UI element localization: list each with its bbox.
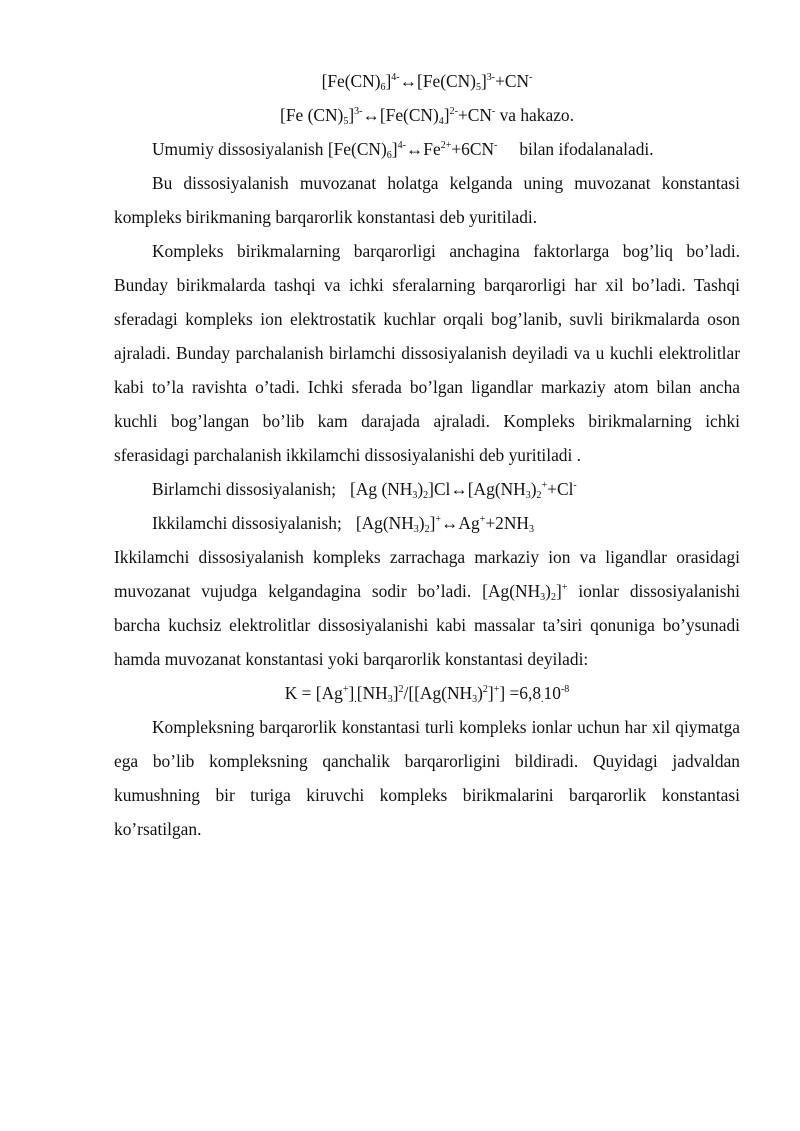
equation-2: [Fe $(CN)_5]^{3-}\leftrightarrow[Fe(CN)_4]^{2-}+CN^-$ va hakazo.: [280, 105, 574, 127]
paragraph-equilibrium: Bu dissosiyalanish muvozanat holatga kelganda uning muvozanat konstantasi kompleks birikmaning barqarorlik konstantasi deb yuritiladi.: [114, 173, 740, 227]
paragraph-stability: Kompleks birikmalarning barqarorligi anchagina faktorlarga bog’liq bo’ladi. Bunday birikmalarda tashqi va ichki sferalarning barqarorligi har xil bo’ladi. Tashqi sferadagi kompleks ion elektrostatik kuchlar orqali bog’lanib, suvli birikmalarda oson ajraladi. Bunday parchalanish birlamchi dissosiyalanish deyiladi va u kuchli elektrolitlar kabi to’la ravishta o’tadi. Ichki sferada bo’lgan ligandlar markaziy atom bilan ancha kuchli bog’langan bo’lib kam darajada ajraladi. Kompleks birikmalarning ichki sferasidagi parchalanish ikkilamchi dissosiyalanishi deb yuritiladi .: [114, 241, 740, 465]
equation-1: $[Fe(CN)_6]^{4-}\leftrightarrow[Fe(CN)_5]^{3-}+CN^-$: [321, 71, 533, 93]
general-dissociation: Umumiy dissosiyalanish $[Fe(CN)_6]^{4-}\leftrightarrow Fe^{2+}+6CN^-$ bilan ifodalanaladi.: [152, 139, 654, 161]
paragraph-constant: Kompleksning barqarorlik konstantasi turli kompleks ionlar uchun har xil qiymatga ega bo’lib kompleksning qanchalik barqarorligini bildiradi. Quyidagi jadvaldan kumushning bir turiga kiruvchi kompleks birikmalarini barqarorlik konstantasi ko’rsatilgan.: [114, 717, 740, 839]
document-page: [114, 64, 740, 846]
primary-dissociation: Birlamchi dissosiyalanish; [Ag $(NH_3)_2]Cl\leftrightarrow[Ag(NH_3)_2^++Cl^-$: [152, 479, 577, 501]
stability-constant-formula: $K = [Ag^+]_.[NH_3]^2/[[Ag(NH_3)^2]^+] =6,8_.10^{-8}$: [284, 683, 570, 705]
paragraph-secondary: Ikkilamchi dissosiyalanish kompleks zarrachaga markaziy ion va ligandlar orasidagi muvozanat vujudga kelgandagina sodir bo’ladi. $[Ag(NH_3)_2]^+$ ionlar dissosiyalanishi barcha kuchsiz elektrolitlar dissosiyalanishi kabi massalar ta’siri qonuniga bo’ysunadi hamda muvozanat konstantasi yoki barqarorlik konstantasi deyiladi:: [114, 547, 740, 669]
secondary-dissociation: Ikkilamchi dissosiyalanish; $[Ag(NH_3)_2]^+\leftrightarrow Ag^++2NH_3$: [152, 513, 534, 535]
